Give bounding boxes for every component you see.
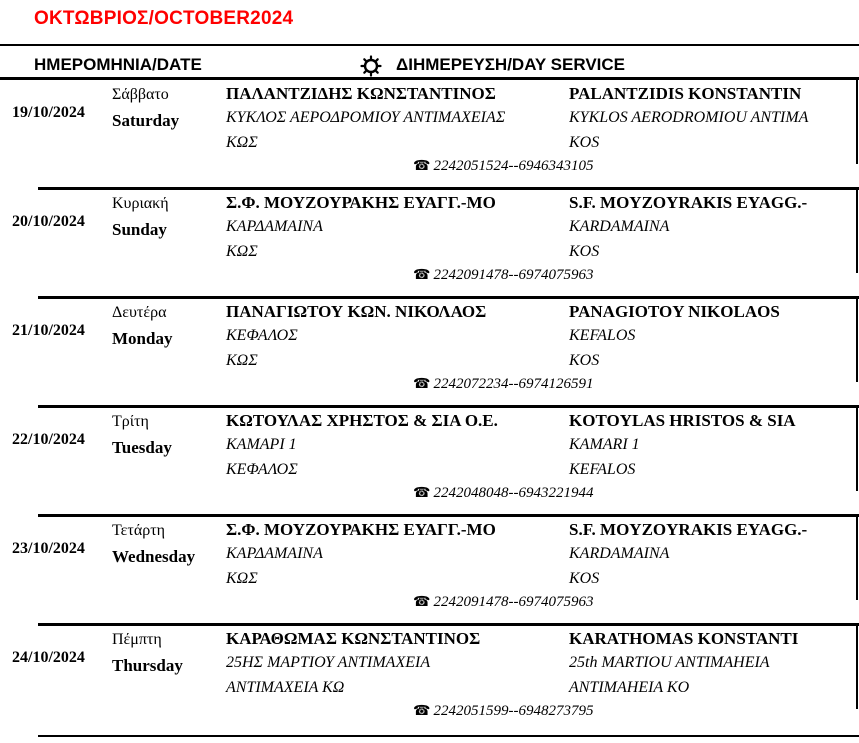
header-top-rule <box>0 44 859 46</box>
address-greek-line2: ΑΝΤΙΜΑΧΕΙΑ ΚΩ <box>226 679 345 696</box>
phone-line <box>413 485 593 502</box>
phone-line <box>413 267 593 284</box>
address-english-line2: ANTIMAHEIA KO <box>569 679 690 696</box>
schedule-entry <box>0 296 859 406</box>
pharmacy-name-english: PANAGIOTOY NIKOLAOS <box>569 302 780 321</box>
entry-separator <box>38 187 859 190</box>
address-english-line1: KYKLOS AERODROMIOU ANTIMA <box>569 109 809 126</box>
entry-day-english: Wednesday <box>112 547 196 566</box>
address-greek-line2: ΚΩΣ <box>226 570 258 587</box>
pharmacy-name-greek: ΚΩΤΟΥΛΑΣ ΧΡΗΣΤΟΣ & ΣΙΑ Ο.Ε. <box>226 411 498 430</box>
pharmacy-name-english: KOTOYLAS HRISTOS & SIA <box>569 411 796 430</box>
address-greek-line1: 25ΗΣ ΜΑΡΤΙΟΥ ΑΝΤΙΜΑΧΕΙΑ <box>226 654 431 671</box>
entry-date: 24/10/2024 <box>12 649 85 666</box>
entry-date: 21/10/2024 <box>12 322 85 339</box>
address-english-line1: 25th MARTIOU ANTIMAHEIA <box>569 654 770 671</box>
schedule-entry <box>0 187 859 297</box>
address-english-line2: KOS <box>569 243 600 260</box>
address-english-line1: KARDAMAINA <box>569 545 670 562</box>
telephone-icon: ☎ <box>413 376 431 392</box>
address-greek-line2: ΚΩΣ <box>226 134 258 151</box>
page-title: ΟΚΤΩΒΡΙΟΣ/OCTOBER2024 <box>34 8 294 29</box>
address-greek-line1: ΚΑΡΔΑΜΑΙΝΑ <box>226 545 323 562</box>
pharmacy-name-english: KARATHOMAS KONSTANTI <box>569 629 799 648</box>
address-english-line2: KOS <box>569 134 600 151</box>
entry-date: 22/10/2024 <box>12 431 85 448</box>
entry-separator <box>38 514 859 517</box>
address-english-line1: KAMARI 1 <box>569 436 640 453</box>
pharmacy-name-greek: ΠΑΛΑΝΤΖΙΔΗΣ ΚΩΝΣΤΑΝΤΙΝΟΣ <box>226 84 496 103</box>
entry-date: 19/10/2024 <box>12 104 85 121</box>
address-english-line2: KOS <box>569 352 600 369</box>
phone-line <box>413 594 593 611</box>
address-greek-line2: ΚΕΦΑΛΟΣ <box>226 461 298 478</box>
entry-separator <box>38 623 859 626</box>
address-english-line1: KEFALOS <box>569 327 636 344</box>
entry-day-english: Monday <box>112 329 173 348</box>
telephone-icon: ☎ <box>413 703 431 719</box>
address-greek-line1: ΚΑΡΔΑΜΑΙΝΑ <box>226 218 323 235</box>
sun-icon <box>360 55 382 77</box>
entry-day-greek: Πέμπτη <box>112 631 162 648</box>
pharmacy-name-greek: Σ.Φ. ΜΟΥΖΟΥΡΑΚΗΣ ΕΥΑΓΓ.-ΜΟ <box>226 520 496 539</box>
entry-separator <box>38 296 859 299</box>
entry-day-greek: Τρίτη <box>112 413 149 430</box>
bottom-rule <box>38 735 859 737</box>
entry-separator <box>38 405 859 408</box>
phone-line <box>413 703 593 720</box>
address-greek-line2: ΚΩΣ <box>226 243 258 260</box>
address-english-line2: KEFALOS <box>569 461 636 478</box>
address-greek-line1: ΚΑΜΑΡΙ 1 <box>226 436 297 453</box>
pharmacy-name-english: S.F. MOYZOYRAKIS EYAGG.- <box>569 193 808 212</box>
phone-numbers: 2242048048--6943221944 <box>433 485 594 501</box>
entry-day-english: Sunday <box>112 220 167 239</box>
entry-day-greek: Τετάρτη <box>112 522 165 539</box>
schedule-entry <box>0 405 859 515</box>
entry-date: 23/10/2024 <box>12 540 85 557</box>
pharmacy-name-greek: Σ.Φ. ΜΟΥΖΟΥΡΑΚΗΣ ΕΥΑΓΓ.-ΜΟ <box>226 193 496 212</box>
entry-date: 20/10/2024 <box>12 213 85 230</box>
phone-numbers: 2242091478--6974075963 <box>433 267 594 283</box>
telephone-icon: ☎ <box>413 267 431 283</box>
pharmacy-name-greek: ΚΑΡΑΘΩΜΑΣ ΚΩΝΣΤΑΝΤΙΝΟΣ <box>226 629 481 648</box>
entry-day-english: Tuesday <box>112 438 172 457</box>
phone-line <box>413 376 593 393</box>
schedule-entry <box>0 78 859 188</box>
telephone-icon: ☎ <box>413 485 431 501</box>
phone-line <box>413 158 593 175</box>
entry-day-english: Saturday <box>112 111 180 130</box>
address-greek-line1: ΚΕΦΑΛΟΣ <box>226 327 298 344</box>
entry-day-greek: Κυριακή <box>112 195 169 212</box>
day-service-column-header: ΔΙΗΜΕΡΕΥΣΗ/DAY SERVICE <box>396 55 626 74</box>
pharmacy-name-english: PALANTZIDIS KONSTANTIN <box>569 84 802 103</box>
date-column-header: ΗΜΕΡΟΜΗΝΙΑ/DATE <box>34 55 202 74</box>
pharmacy-name-greek: ΠΑΝΑΓΙΩΤΟΥ ΚΩΝ. ΝΙΚΟΛΑΟΣ <box>226 302 487 321</box>
address-english-line1: KARDAMAINA <box>569 218 670 235</box>
phone-numbers: 2242051524--6946343105 <box>433 158 594 174</box>
pharmacy-name-english: S.F. MOYZOYRAKIS EYAGG.- <box>569 520 808 539</box>
phone-numbers: 2242091478--6974075963 <box>433 594 594 610</box>
schedule-entry <box>0 514 859 624</box>
phone-numbers: 2242051599--6948273795 <box>433 703 594 719</box>
entry-day-english: Thursday <box>112 656 183 675</box>
address-english-line2: KOS <box>569 570 600 587</box>
schedule-entry <box>0 623 859 733</box>
telephone-icon: ☎ <box>413 594 431 610</box>
address-greek-line2: ΚΩΣ <box>226 352 258 369</box>
entry-day-greek: Σάββατο <box>112 86 169 103</box>
entry-day-greek: Δευτέρα <box>112 304 167 321</box>
phone-numbers: 2242072234--6974126591 <box>433 376 594 392</box>
telephone-icon: ☎ <box>413 158 431 174</box>
address-greek-line1: ΚΥΚΛΟΣ ΑΕΡΟΔΡΟΜΙΟΥ ΑΝΤΙΜΑΧΕΙΑΣ <box>226 109 506 126</box>
